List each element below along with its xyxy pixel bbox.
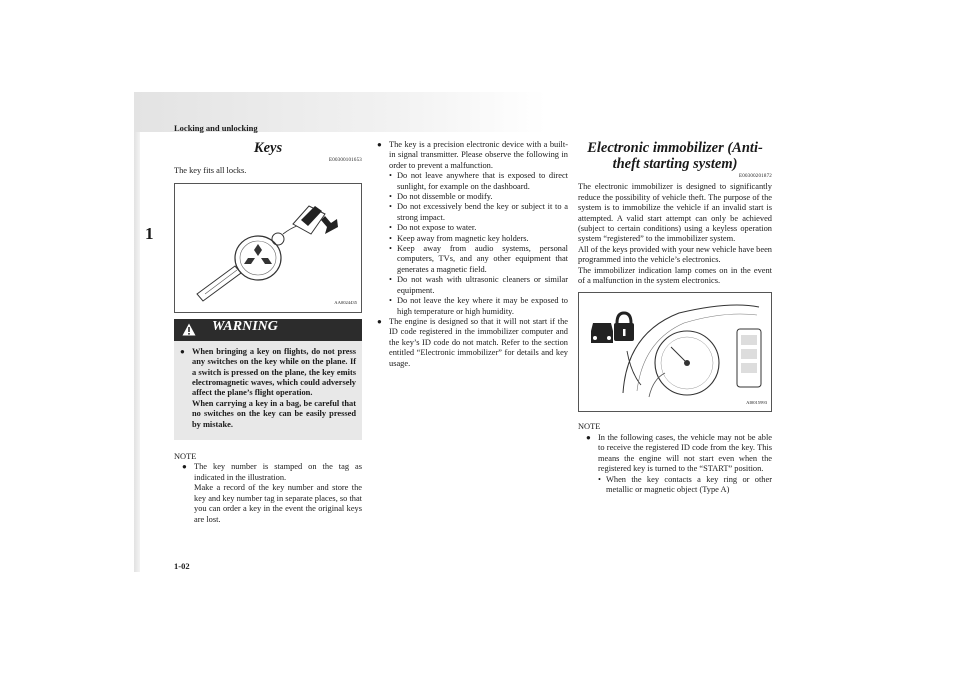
keys-code: E00300101653	[329, 158, 362, 163]
instrument-cluster-illustration	[578, 292, 772, 412]
note-title: NOTE	[174, 452, 197, 462]
sub-item-text: Do not leave the key where it may be exposed to high temperature or high humidity.	[397, 296, 568, 316]
note-title: NOTE	[578, 422, 601, 432]
warning-text-2: When carrying a key in a bag, be careful that no switches on the key can be easily pressed by mistake.	[192, 398, 356, 429]
warning-triangle-icon	[182, 323, 196, 336]
note-item	[182, 462, 362, 524]
warning-body	[174, 341, 362, 430]
precision-device-text: The key is a precision electronic device with a built-in signal transmitter. Please observe the following in order to prevent a malfunction.	[389, 140, 568, 170]
sub-item: • Do not excessively bend the key or subject it to a strong impact.	[389, 202, 568, 222]
sub-item-text: Do not dissemble or modify.	[397, 192, 493, 202]
sub-item-text: Keep away from magnetic key holders.	[397, 233, 529, 243]
immobilizer-heading: Electronic immobilizer (Anti-theft starting system)	[587, 140, 763, 172]
key-drawing	[175, 184, 361, 312]
key-illustration	[174, 183, 362, 313]
note-item	[586, 433, 772, 475]
warning-label: WARNING	[212, 318, 278, 334]
sub-item-text: Do not leave anywhere that is exposed to direct sunlight, for example on the dashboard.	[397, 171, 568, 191]
immobilizer-code: E00300201872	[739, 174, 772, 179]
sub-item: • When the key contacts a key ring or other metallic or magnetic object (Type A)	[598, 474, 772, 494]
sub-item: • Do not leave anywhere that is exposed to direct sunlight, for example on the dashboard.	[389, 171, 568, 191]
immobilizer-para-2: All of the keys provided with your new vehicle have been programmed into the vehicle’s electronics.	[578, 244, 772, 265]
figure-code: AI0015993	[746, 400, 767, 406]
note-text-2: Make a record of the key number and store the key and key number tag in separate places, so that you can order a key in the event the original keys are lost.	[194, 483, 362, 524]
sub-item-text: When the key contacts a key ring or other metallic or magnetic object (Type A)	[606, 474, 772, 494]
bullet-icon: ●	[180, 346, 185, 356]
immobilizer-para-1: The electronic immobilizer is designed to significantly reduce the possibility of vehicle theft. The purpose of the system is to immobilize the vehicle if an invalid start is attempted. A valid start attempt can only be achieved (subject to certain conditions) using a keyless operation system “registered” to the immobilizer system.	[578, 182, 772, 244]
sub-item-text: Do not wash with ultrasonic cleaners or similar equipment.	[397, 275, 568, 295]
sub-item: • Do not wash with ultrasonic cleaners or similar equipment.	[389, 275, 568, 295]
warning-box	[174, 319, 362, 440]
car-lock-icon	[591, 313, 634, 343]
sub-item: • Do not dissemble or modify.	[389, 192, 493, 202]
warning-text-1: When bringing a key on flights, do not press any switches on the key while on the plane. If a switch is pressed on the plane, the key emits electromagnetic waves, which could adversely affect the plane’s flight operation.	[192, 346, 356, 398]
section-title: Locking and unlocking	[174, 123, 258, 133]
bullet-icon: ●	[586, 432, 591, 442]
keys-heading: Keys	[253, 140, 283, 156]
sub-item-text: Do not expose to water.	[397, 223, 477, 233]
note-text-1: The key number is stamped on the tag as indicated in the illustration.	[194, 462, 362, 482]
engine-id-item	[377, 317, 568, 369]
precision-device-item	[377, 140, 568, 171]
sub-item: • Do not leave the key where it may be exposed to high temperature or high humidity.	[389, 296, 568, 316]
sub-item: • Do not expose to water.	[389, 223, 477, 233]
sub-item: • Keep away from audio systems, personal computers, TVs, and any other equipment that generates a magnetic field.	[389, 244, 568, 274]
cluster-drawing	[579, 293, 771, 411]
column-left	[174, 140, 362, 525]
column-middle	[377, 140, 568, 369]
engine-id-text: The engine is designed so that it will not start if the ID code registered in the immobilizer computer and the key’s ID code do not match. Refer to the section entitled “Electronic immobilizer” for details and key usage.	[389, 316, 568, 368]
sub-item-text: Keep away from audio systems, personal computers, TVs, and any other equipment that generates a magnetic field.	[397, 244, 568, 274]
bullet-icon: ●	[182, 462, 187, 472]
figure-code: AA0024435	[334, 300, 357, 306]
column-right	[578, 140, 772, 495]
chapter-tab	[134, 132, 140, 572]
warning-header	[174, 319, 362, 341]
immobilizer-para-3: The immobilizer indication lamp comes on in the event of a malfunction in the system electronics.	[578, 265, 772, 286]
sub-item-text: Do not excessively bend the key or subject it to a strong impact.	[397, 202, 568, 222]
sub-item: • Keep away from magnetic key holders.	[389, 233, 529, 243]
bullet-icon: ●	[377, 140, 382, 149]
page-number: 1-02	[174, 561, 190, 571]
bullet-icon: ●	[377, 316, 382, 326]
chapter-number: 1	[145, 224, 154, 243]
note-text: In the following cases, the vehicle may not be able to receive the registered ID code from the key. This means the engine will not start even when the registered key is turned to the “START” position.	[598, 432, 772, 474]
keys-intro: The key fits all locks.	[174, 166, 247, 176]
